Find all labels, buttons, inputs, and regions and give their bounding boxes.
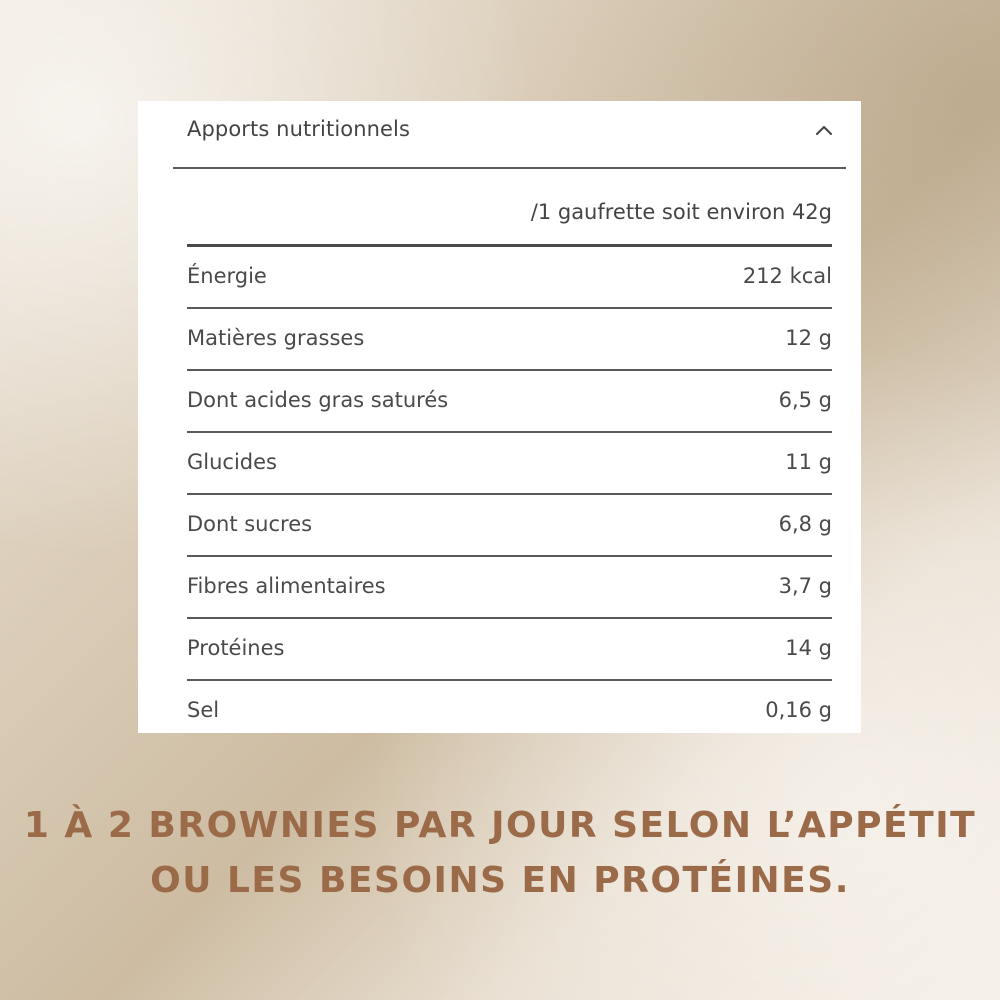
table-row [187,619,832,681]
accordion-title: Apports nutritionnels [187,117,411,141]
row-value: 14 g [785,636,832,660]
chevron-up-icon[interactable] [814,121,834,141]
table-row [187,495,832,557]
serving-suggestion [0,798,1000,908]
row-label: Matières grasses [187,326,365,350]
accordion-toggle[interactable] [173,101,846,169]
table-header [187,169,832,247]
row-value: 6,8 g [778,512,832,536]
row-label: Glucides [187,450,277,474]
row-label: Dont acides gras saturés [187,388,449,412]
table-row [187,371,832,433]
serving-size: /1 gaufrette soit environ 42g [530,200,832,224]
row-value: 12 g [785,326,832,350]
caption-line-1: 1 À 2 BROWNIES PAR JOUR SELON L’APPÉTIT [23,805,977,846]
nutrition-table [187,169,832,733]
row-value: 11 g [785,450,832,474]
table-row [187,309,832,371]
row-label: Énergie [187,264,267,288]
caption-line-2: OU LES BESOINS EN PROTÉINES. [150,860,850,901]
table-row [187,681,832,733]
nutrition-panel [138,101,861,733]
row-label: Sel [187,698,220,722]
row-label: Fibres alimentaires [187,574,386,598]
row-label: Dont sucres [187,512,313,536]
table-row [187,247,832,309]
table-row [187,557,832,619]
table-row [187,433,832,495]
row-value: 6,5 g [778,388,832,412]
row-value: 3,7 g [778,574,832,598]
row-label: Protéines [187,636,285,660]
row-value: 0,16 g [765,698,832,722]
row-value: 212 kcal [742,264,832,288]
